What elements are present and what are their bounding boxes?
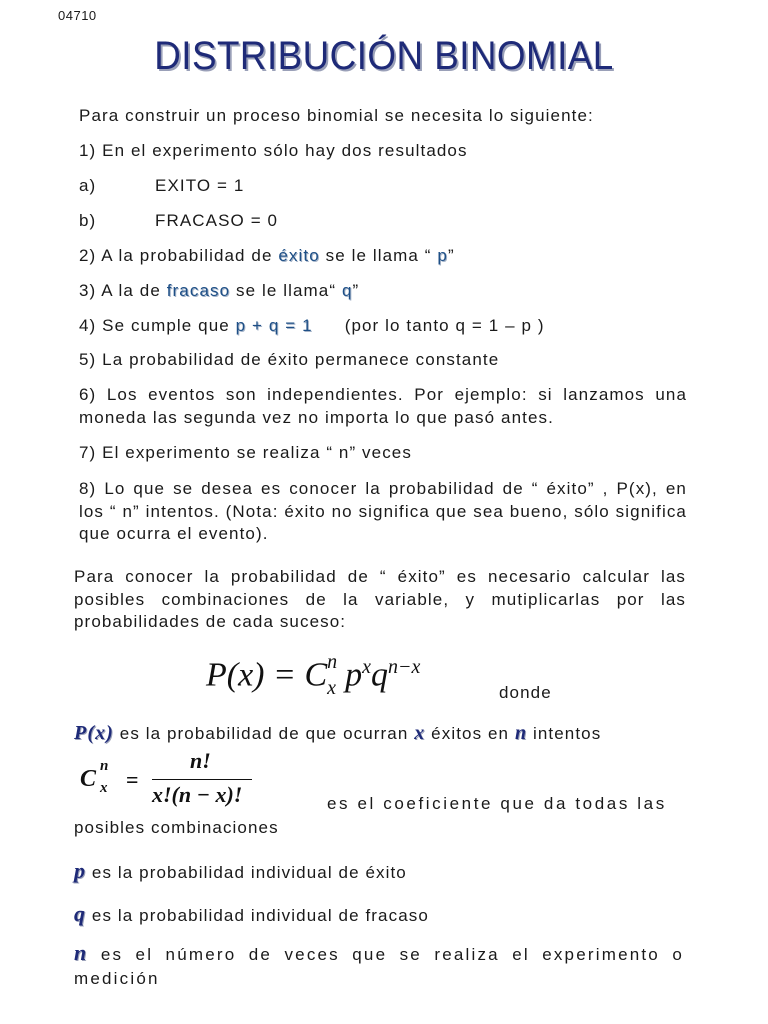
item-a-text: EXITO = 1 [155, 176, 245, 195]
comb-lhs: C [80, 766, 97, 792]
comb-numerator: n! [190, 748, 211, 773]
highlight-fracaso: fracaso [166, 281, 231, 300]
def-px [74, 722, 601, 745]
def-p [74, 858, 407, 884]
binomial-formula [206, 650, 421, 699]
def-q [74, 901, 429, 927]
formula-c-sub: x [327, 676, 337, 699]
item-4-post: (por lo tanto q = 1 – p ) [344, 316, 545, 335]
item-3-mid: se le llama“ [230, 281, 342, 300]
formula-p: p [345, 656, 363, 694]
def-px-text2: éxitos en [425, 724, 515, 743]
donde-label: donde [499, 683, 552, 702]
item-3 [79, 281, 359, 301]
combinations-paragraph: Para conocer la probabilidad de “ éxito” es necesario calcular las posibles combinaciones de la variable, y mutiplicarlas por las probabilidades de cada suceso: [74, 567, 686, 631]
item-6: 6) Los eventos son independientes. Por ejemplo: si lanzamos una moneda las segunda vez no importa lo que pasó antes. [79, 385, 687, 427]
item-a [79, 176, 244, 196]
comb-sup: n [100, 758, 109, 774]
item-2 [79, 246, 455, 266]
def-q-text: es la probabilidad individual de fracaso [86, 906, 429, 925]
item-a-marker: a) [79, 176, 97, 195]
def-n-text: es el número de veces que se realiza el experimento o medición [74, 945, 684, 988]
def-n [74, 941, 684, 991]
item-2-end: ” [447, 246, 455, 265]
highlight-exito: éxito [278, 246, 320, 265]
px-symbol: P(x) [74, 722, 114, 744]
document-id: 04710 [58, 8, 97, 23]
def-comb-text2: posibles combinaciones [74, 818, 279, 837]
formula-q: q [371, 656, 389, 694]
def-comb-text: es el coeficiente que da todas las [327, 794, 667, 813]
formula-c-sup: n [327, 650, 338, 673]
fraction-bar [152, 779, 252, 780]
item-b [79, 211, 278, 231]
n-symbol: n [514, 722, 528, 744]
item-1: 1) En el experimento sólo hay dos resultados [79, 141, 468, 160]
item-8: 8) Lo que se desea es conocer la probabilidad de “ éxito” , P(x), en los “ n” intentos. (Nota: éxito no significa que sea bueno, sólo significa que ocurra el evento). [79, 479, 687, 543]
item-b-text: FRACASO = 0 [155, 211, 279, 230]
highlight-sum: p + q = 1 [235, 316, 313, 335]
page-title: DISTRIBUCIÓN BINOMIAL [154, 34, 614, 78]
item-2-mid: se le llama “ [319, 246, 438, 265]
highlight-q: q [341, 281, 353, 300]
comb-equals: = [126, 767, 139, 792]
def-p-text: es la probabilidad individual de éxito [86, 863, 407, 882]
item-4 [79, 316, 545, 336]
item-3-end: ” [352, 281, 360, 300]
p-symbol: p [74, 858, 87, 883]
q-symbol: q [74, 901, 87, 926]
n-symbol-2: n [74, 940, 89, 965]
intro-text: Para construir un proceso binomial se necesita lo siguiente: [79, 106, 594, 125]
comb-denominator: x!(n − x)! [152, 782, 243, 807]
def-px-text1: es la probabilidad de que ocurran [113, 724, 415, 743]
formula-q-sup: n−x [388, 656, 421, 678]
comb-sub: x [100, 780, 108, 796]
formula-lhs: P(x) = C [206, 656, 328, 694]
item-7: 7) El experimento se realiza “ n” veces [79, 443, 412, 462]
formula-p-sup: x [362, 656, 372, 678]
x-symbol: x [414, 722, 426, 744]
item-b-marker: b) [79, 211, 97, 230]
item-2-pre: 2) A la probabilidad de [79, 246, 279, 265]
item-5: 5) La probabilidad de éxito permanece constante [79, 350, 500, 369]
def-px-text3: intentos [527, 724, 602, 743]
highlight-p: p [437, 246, 448, 265]
item-4-pre: 4) Se cumple que [79, 316, 236, 335]
item-3-pre: 3) A la de [79, 281, 167, 300]
